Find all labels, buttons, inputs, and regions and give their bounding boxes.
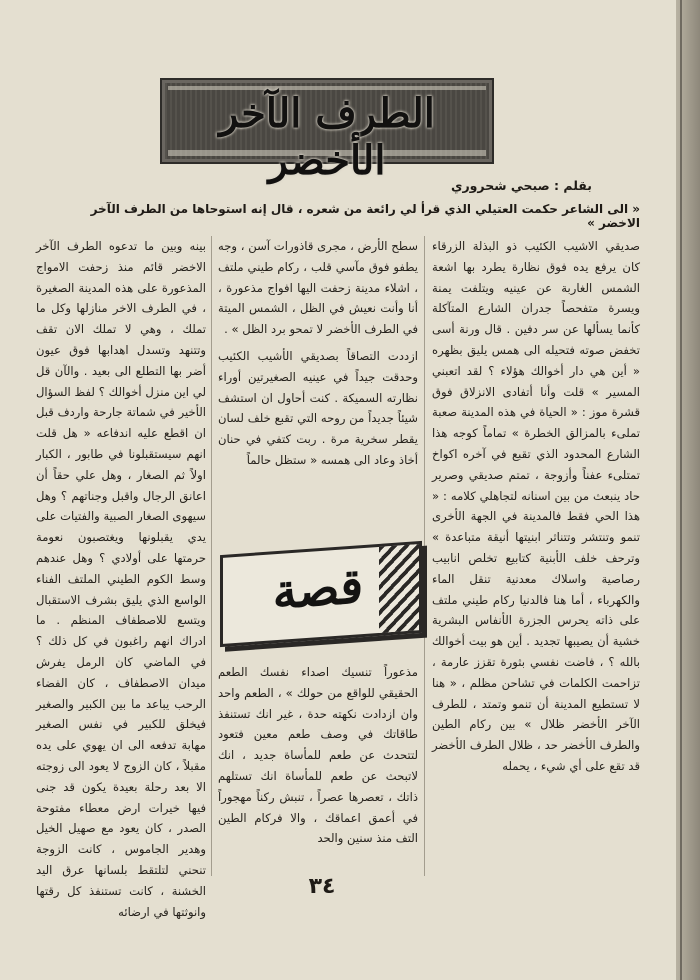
byline: بقلم : صبحي شحروري: [451, 178, 592, 193]
paragraph: مذعوراً تنسيك اصداء نفسك الطعم الحقيقي للواقع من حولك » ، الطعم واحد وان ازدادت نكهته حدة ، غير انك تستنفذ طاقاتك في وصف طعم معين فتعود لتتحدث عن طعم للمأساة جديد ، انك لاتبحث عن طعم للمأساة انك تستلهم ذاتك ، تعصرها عصراً ، تنبش ركناً مهجوراً في أعمق اعماقك ، والا فركام الطين التف منذ سنين والحد: [218, 665, 418, 846]
story-label: قصة: [272, 558, 364, 621]
column-divider: [424, 236, 425, 876]
column-middle-bottom: [218, 662, 418, 882]
title-banner: [160, 78, 494, 184]
column-left: [36, 236, 206, 919]
column-middle-top: [218, 236, 418, 548]
dedication: « الى الشاعر حكمت العتيلي الذي قرأ لي رائعة من شعره ، قال إنه استوحاها من الطرف الآخر الاخضر »: [90, 202, 640, 230]
paragraph: بينه وبين ما تدعوه الطرف الآخر الاخضر قائم منذ زحفت الامواج المذعورة على هذه المدينة الصغيرة ، في الطرف الاخر منازلها وكل ما تملك ، وهي لا تملك الان تقف وتتنهد وتسدل اهدابها فوق عيون أضر بها التطلع الى بعيد . والآن قل لي اين منزل أخوالك ؟ لفظ السؤال الأخير في شماتة جارحة واردف قبل ان اقطع عليه اندفاعه « هل قلت انهم سيستقبلونا في طابور ، الكبار اولاً ثم الصغار ، وهل علي حقاً أن اعانق الرجال واقبل وجناتهم ؟ وهل سيهوى الصغار الصبية والفتيات على يدي يقبلونها ويغتصبون نعومة حرمتها على أولادي ؟ وهل عندهم وسط الكوم الطيني الملتف الفناء الواسع الذي يليق بشرف الاستقبال ويتسع للاصطفاف المنظم . ما ادراك انهم راغبون في كل ذلك ؟ في الماضي كان الرمل يفرش ميدان الاصطفاف ، كان الفضاء الرحب يباعد ما بين الكبير والصغير فيخلق للكبير في نفس الصغير مهابة تدفعه الى ان يهوي على يده مقبلاً ، كان الزوج لا يعود الى زوجته الا بعد رحلة بعيدة يكون قد جنى فيها خيرات ارض معطاء مفتوحة الصدر ، كان يعود مع صهيل الخيل وهدير الجاموس ، كانت الزوجة تنحني لتلتقط بلسانها عرق اليد الخشنة ، كانت تستنفذ كل رقتها وانوثتها في ارضائه: [36, 239, 206, 919]
page-number: ٣٤: [308, 874, 336, 899]
paragraph: صديقي الاشيب الكئيب ذو البذلة الزرقاء كان يرفع يده فوق نظارة يطرد بها اشعة الشمس الغاربة عن عينيه ويتلفت يمنة ويسرة متفحصاً جدران الشارع المتآكلة كأنما يسألها عن سر دفين . قال ورنة أسى تخفض صوته فتحيله الى همس يليق بظهره « أين هي دار أخوالك هؤلاء ؟ لقد اتعبني المسير » قلت وأنا أتفادى الانزلاق فوق قشرة موز : « الحياة في هذه المدينة صعبة تملىء بالمزالق الخطرة » تماماً كوجه هذا الشارع المحدود الذي تقبع في آخره اكواخ تمتلىء عفناً وأزوجة ، تمتم صديقي وصرير حاد ينبعث من بين اسنانه لتجاهلي كلامه : « هذا الحي فقط فالمدينة في الجهة الأخرى تنمو وتنتشر وتتناثر ابنيتها أنيقة متباعدة » وترحف خلف الأبنية كتابيع تخلص انابيب رصاصية واسلاك معدنية تنقل الماء والكهرباء ، أما هنا فالدنيا ركام طيني ملتف على ذاته يحرس الجزرة الأنفاس البشرية خشية أن يصيبها تجديد . أين هو بيت أخوالك بالله ؟ ، فاضت نفسي بثورة تقزز عارمة ، تزاحمت الكلمات في تشاحن مظلم ، « هنا لا تستطيع المدينة أن تنمو وتمتد ، للطرف الآخر الأخضر ظلال » بين ركام الطين والطرف الأخضر حد ، ظلال الطرف الأخضر قد تقع على أي شيء ، يحمله: [432, 239, 640, 773]
story-label-graphic: [214, 548, 422, 638]
paragraph: ازددت التصاقاً بصديقي الأشيب الكئيب وحدقت جيداً في عينيه الصغيرتين أوراء نظارته السميكة . كنت أحاول ان استشف شيئاً جديداً من روحه التي تقبع خلف لسان يقطر سخرية مرة . ربت كتفي في حنان أخاذ وعاد الى همسه « ستظل حالماً: [218, 348, 418, 467]
article-title: الطرف الآخر الأخضر: [219, 90, 435, 184]
column-right: [432, 236, 640, 886]
binding-edge: [676, 0, 700, 980]
paragraph: سطح الأرض ، مجرى قاذورات آسن ، وجه يطفو فوق مآسي قلب ، ركام طيني ملتف ، اشلاء مدينة زحفت اليها افواج مذعورة ، أنا وأنت نعيش في الظل ، الشمس الميتة في الطرف الأخضر لا تمحو برد الظل » .: [218, 239, 418, 337]
column-divider: [211, 236, 212, 876]
story-label-frame: [220, 541, 422, 647]
